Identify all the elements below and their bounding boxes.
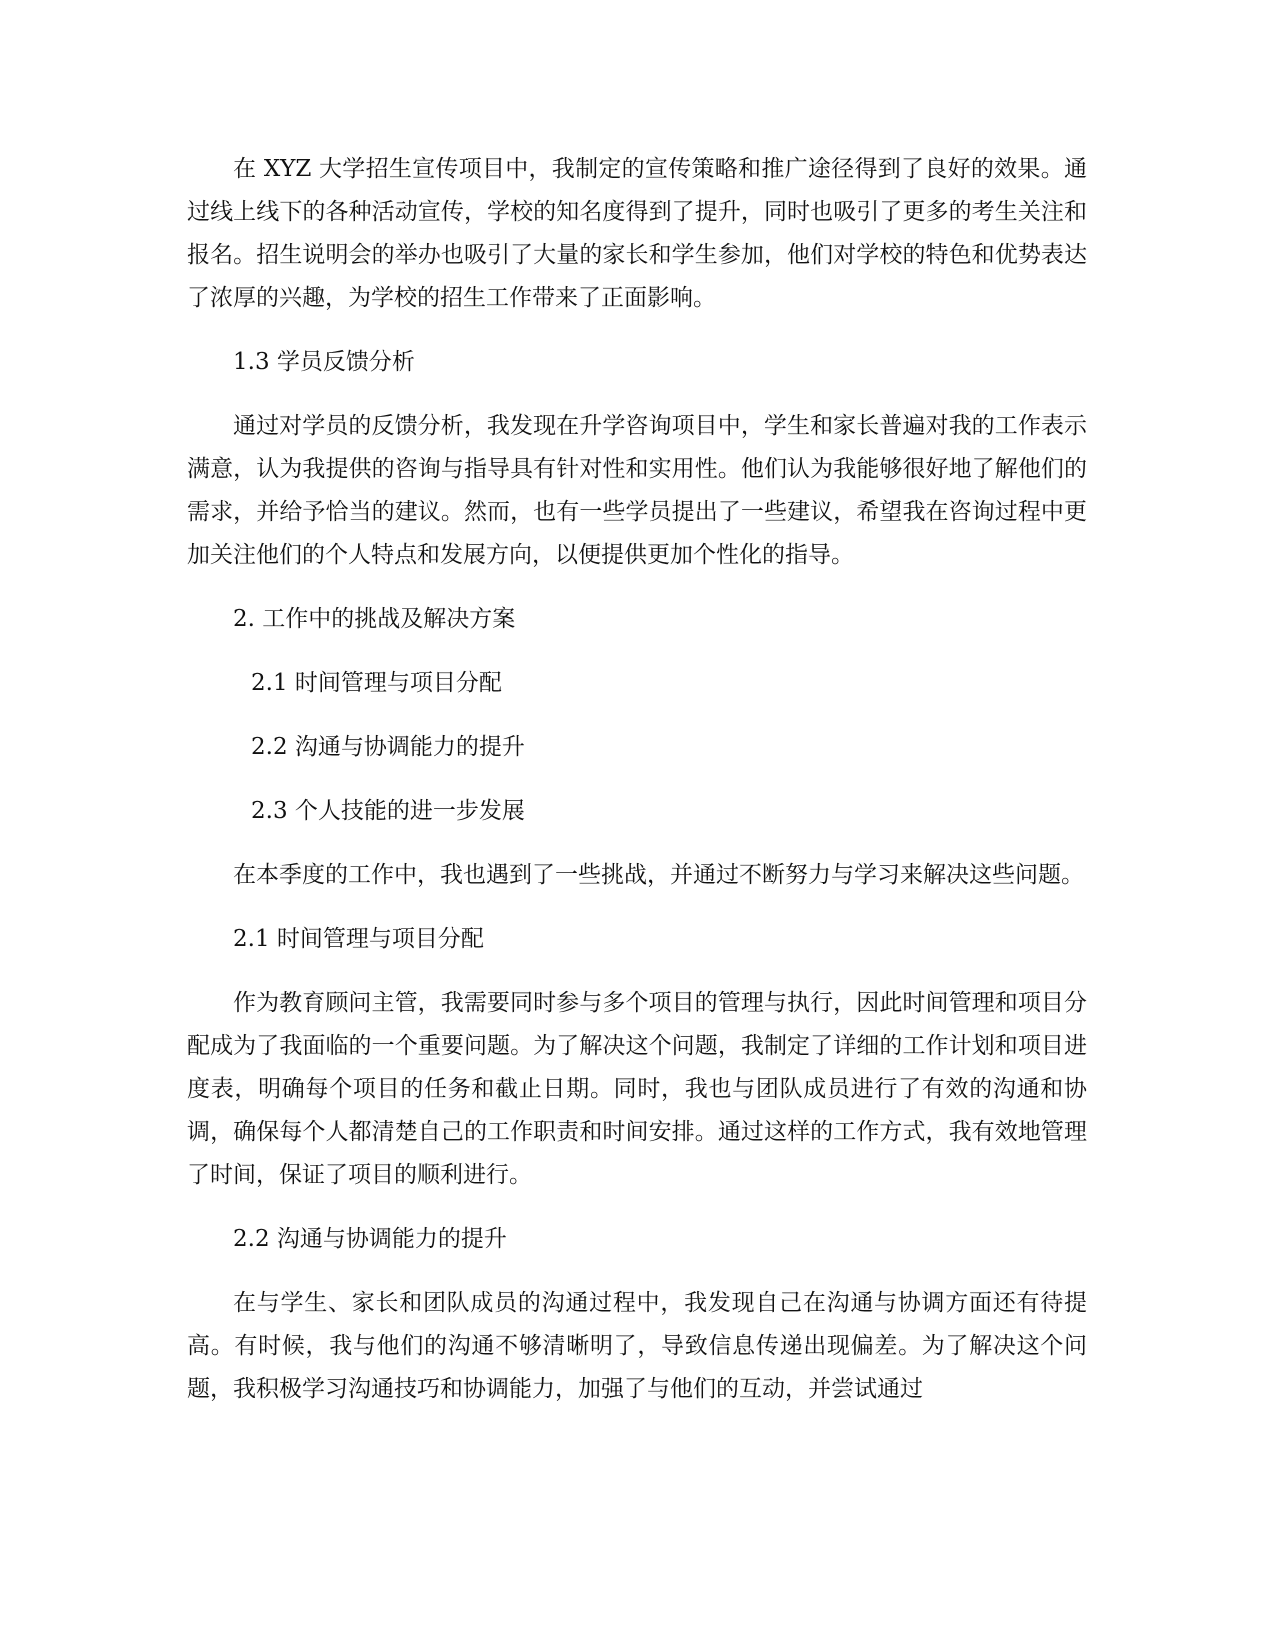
heading-2-1: 2.1 时间管理与项目分配 [233,926,484,952]
document-body [187,148,1087,1432]
paragraph-challenges-intro: 在本季度的工作中，我也遇到了一些挑战，并通过不断努力与学习来解决这些问题。 [233,862,1084,888]
toc-item-2-1: 2.1 时间管理与项目分配 [251,670,502,696]
paragraph-time-management: 作为教育顾问主管，我需要同时参与多个项目的管理与执行，因此时间管理和项目分配成为了我面临的一个重要问题。为了解决这个问题，我制定了详细的工作计划和项目进度表，明确每个项目的任务和截止日期。同时，我也与团队成员进行了有效的沟通和协调，确保每个人都清楚自己的工作职责和时间安排。通过这样的工作方式，我有效地管理了时间，保证了项目的顺利进行。 [187,990,1087,1188]
toc-item-2-2: 2.2 沟通与协调能力的提升 [251,734,525,760]
toc-item-2-3: 2.3 个人技能的进一步发展 [251,798,525,824]
heading-2: 2. 工作中的挑战及解决方案 [233,606,516,632]
heading-1-3: 1.3 学员反馈分析 [233,349,415,375]
heading-2-2: 2.2 沟通与协调能力的提升 [233,1226,507,1252]
paragraph-communication: 在与学生、家长和团队成员的沟通过程中，我发现自己在沟通与协调方面还有待提高。有时候，我与他们的沟通不够清晰明了，导致信息传递出现偏差。为了解决这个问题，我积极学习沟通技巧和协调能力，加强了与他们的互动，并尝试通过 [187,1290,1087,1402]
paragraph-feedback: 通过对学员的反馈分析，我发现在升学咨询项目中，学生和家长普遍对我的工作表示满意，认为我提供的咨询与指导具有针对性和实用性。他们认为我能够很好地了解他们的需求，并给予恰当的建议。然而，也有一些学员提出了一些建议，希望我在咨询过程中更加关注他们的个人特点和发展方向，以便提供更加个性化的指导。 [187,413,1087,568]
paragraph-publicity-results: 在 XYZ 大学招生宣传项目中，我制定的宣传策略和推广途径得到了良好的效果。通过线上线下的各种活动宣传，学校的知名度得到了提升，同时也吸引了更多的考生关注和报名。招生说明会的举办也吸引了大量的家长和学生参加，他们对学校的特色和优势表达了浓厚的兴趣，为学校的招生工作带来了正面影响。 [187,156,1087,311]
